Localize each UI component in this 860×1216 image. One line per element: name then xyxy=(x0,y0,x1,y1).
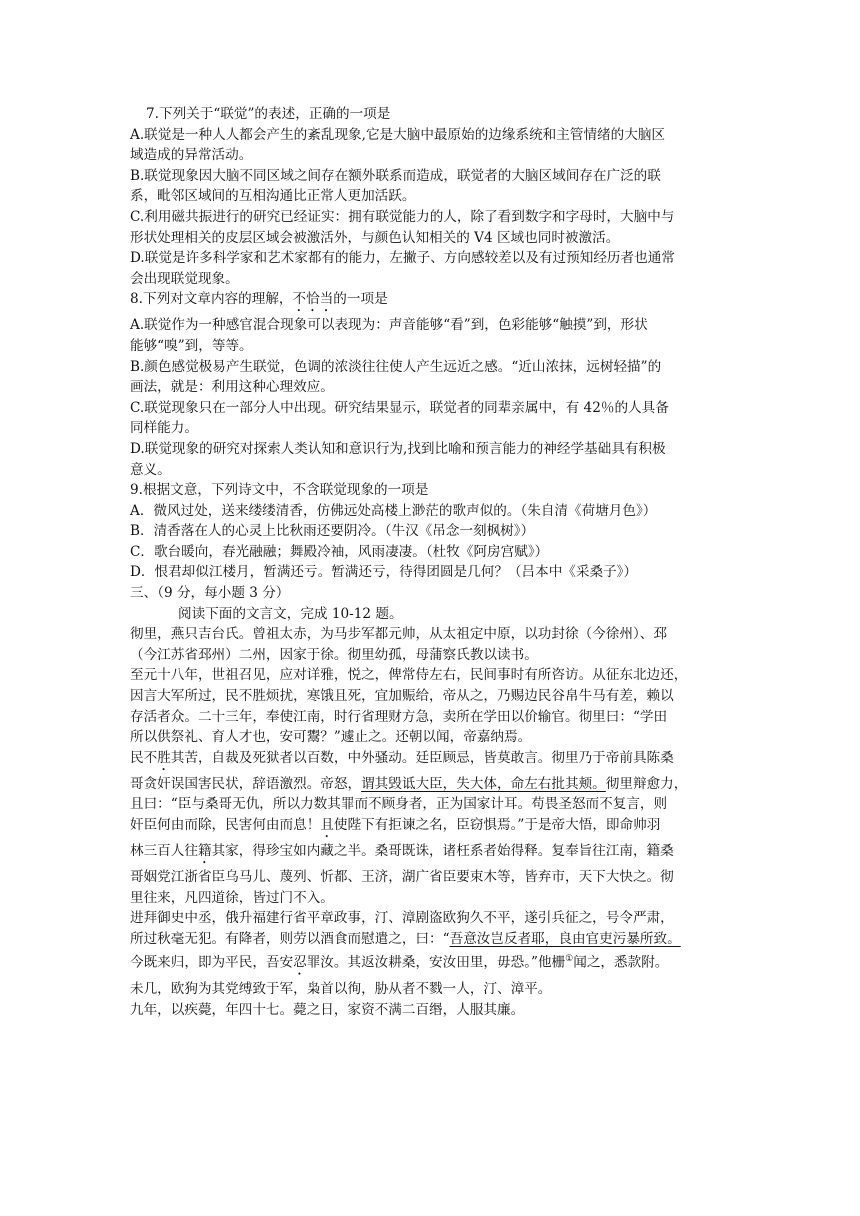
passage-text: 彻里辩愈力， xyxy=(605,775,688,792)
emphasized-word: 且 xyxy=(320,817,334,833)
passage-p3-line1 xyxy=(130,748,730,774)
passage-text: 今既来归，即为平民，吾安 xyxy=(130,954,294,971)
passage-p4-line4: 未几，欧狗为其党缚致于军，枭首以徇，胁从者不戮一人，汀、漳平。 xyxy=(130,980,552,997)
passage-p2-line1: 至元十八年，世祖召见，应对详雅，悦之，俾常侍左右，民间事时有所咨访。从征东北边还， xyxy=(130,667,688,684)
q7-option-c-line1: C.利用磁共振进行的研究已经证实：拥有联觉能力的人，除了看到数字和字母时，大脑中与 xyxy=(130,208,675,225)
passage-p2-line2: 因言大军所过，民不胜烦扰，寒饿且死，宜加赈给，帝从之，乃赐边民谷帛牛马有差，赖以 xyxy=(130,688,674,705)
passage-p3-line5 xyxy=(130,841,730,867)
passage-text: 闻之，悉款附。 xyxy=(573,954,669,971)
passage-p4-line3 xyxy=(130,949,730,979)
q9-option-b: B．清香落在人的心灵上比秋雨还要阴冷。（牛汉《吊念一刻枫树》） xyxy=(130,523,535,540)
passage-p2-line4: 所以供祭礼、育人才也，安可鬻？”遽止之。还朝以闻，帝嘉纳焉。 xyxy=(130,729,532,746)
section3-heading: 三、（9 分，每小题 3 分） xyxy=(130,585,290,602)
underlined-sentence: 谓其毁诋大臣，失大体，命左右批其颊。 xyxy=(361,775,606,792)
q8-option-b-line2: 画法，就是：利用这种心理效应。 xyxy=(130,379,334,396)
passage-p4-line2 xyxy=(130,929,730,950)
q8-option-b-line1: B.颜色感觉极易产生联觉，色调的浓淡往往使人产生远近之感。“近山浓抹，远树轻描”的 xyxy=(130,358,662,375)
passage-text: 其苦，自裁及死狱者以百数，中外骚动。廷臣顾忌，皆莫敢言。彻里乃于帝前具陈桑 xyxy=(170,749,674,766)
q9-stem: 9.根据文意，下列诗文中，不含联觉现象的一项是 xyxy=(130,482,429,499)
passage-text: 所过秋毫无犯。有降者，则劳以酒食而慰遣之，曰：“ xyxy=(130,930,450,947)
emphasized-word: 胜 xyxy=(157,749,171,766)
q7-option-d-line1: D.联觉是许多科学家和艺术家都有的能力，左撇子、方向感较差以及有过预知经历者也通常 xyxy=(130,250,675,267)
q9-option-d: D．恨君却似江楼月，暂满还亏。暂满还亏，待得团圆是几何？（吕本中《采桑子》） xyxy=(130,564,638,581)
q8-option-a-line2: 能够“嗅”到，等等。 xyxy=(130,337,253,354)
q8-stem-pre: 8.下列对文章内容的理解， xyxy=(130,291,293,308)
q7-option-a-line1: A.联觉是一种人人都会产生的紊乱现象,它是大脑中最原始的边缘系统和主管情绪的大脑区 xyxy=(130,126,666,143)
passage-text: 奸臣何由而除，民害何由而息！ xyxy=(130,817,321,833)
exam-page xyxy=(130,104,730,1020)
passage-text: 罪汝。其返汝耕桑，安汝田里，毋恐。”他栅 xyxy=(306,954,566,971)
q8-option-d-line2: 意义。 xyxy=(130,461,171,478)
passage-text: 民不 xyxy=(130,749,158,766)
q7-option-c-line2: 形状处理相关的皮层区域会被激活外，与颜色认知相关的 V4 区域也同时被激活。 xyxy=(130,229,620,246)
q7-option-b-line1: B.联觉现象因大脑不同区域之间存在额外联系而造成，联觉者的大脑区域间存在广泛的联 xyxy=(130,167,661,184)
passage-p3-line6: 哥姻党江浙省臣乌马儿、蔑列、忻都、王济，湖广省臣要束木等，皆弃市，天下大快之。彻 xyxy=(130,869,674,885)
passage-text: 哥贪奸误国害民状，辞语激烈。帝怒， xyxy=(130,775,362,792)
q8-option-d-line1: D.联觉现象的研究对探索人类认知和意识行为,找到比喻和预言能力的神经学基础具有积极 xyxy=(130,440,666,457)
q8-option-a-line1: A.联觉作为一种感官混合现象可以表现为：声音能够“看”到，色彩能够“触摸”到，形状 xyxy=(130,317,648,334)
footnote-marker: ① xyxy=(565,954,574,965)
passage-p2-line3: 存活者众。二十三年，奉使江南，时行省理财方急，卖所在学田以价输官。彻里曰：“学田 xyxy=(130,708,668,725)
passage-text: 其家，得珍宝如内藏之半。桑哥既诛，诸枉系者始得释。复奉旨往江南，籍桑 xyxy=(211,843,674,859)
passage-p5: 九年，以疾薨，年四十七。薨之日，家资不满二百缗，人服其廉。 xyxy=(130,1001,525,1018)
passage-p3-line2 xyxy=(130,774,730,795)
emphasized-word: 忍 xyxy=(293,954,307,971)
passage-text: 林三百人往 xyxy=(130,843,198,859)
q8-option-c-line1: C.联觉现象只在一部分人中出现。研究结果显示，联觉者的同辈亲属中，有 42％的人具备 xyxy=(130,399,669,416)
q9-option-c: C．歌台暖向，春光融融；舞殿冷袖，风雨凄凄。（杜牧《阿房宫赋》） xyxy=(130,543,549,560)
underlined-sentence: 吾意汝岂反者耶，良由官吏污暴所致。 xyxy=(449,930,681,947)
passage-p3-line4 xyxy=(130,815,730,841)
q8-stem-emphasis: 不恰当 xyxy=(292,291,334,308)
q8-stem-post: 的一项是 xyxy=(333,291,388,308)
passage-p4-line1: 进拜御史中丞，俄升福建行省平章政事，汀、漳剧盗欧狗久不平，遂引兵征之，号令严肃， xyxy=(130,910,674,927)
passage-p3-line3: 且曰：“臣与桑哥无仇，所以力数其罪而不顾身者，正为国家计耳。苟畏圣怒而不复言，则 xyxy=(130,796,668,813)
q9-option-a: A．微风过处，送来缕缕清香，仿佛远处高楼上渺茫的歌声似的。（朱自清《荷塘月色》） xyxy=(130,502,657,519)
q8-stem xyxy=(130,289,730,315)
q7-stem: 7.下列关于“联觉”的表述，正确的一项是 xyxy=(146,106,391,122)
passage-p1-line1: 彻里，燕只吉台氏。曾祖太赤，为马步军都元帅，从太祖定中原，以功封徐（今徐州）、邳 xyxy=(130,626,667,643)
emphasized-word: 籍 xyxy=(197,843,212,859)
q8-option-c-line2: 同样能力。 xyxy=(130,420,198,437)
q7-option-d-line2: 会出现联觉现象。 xyxy=(130,270,239,287)
passage-text: 使陛下有拒谏之名，臣窃惧焉。”于是帝大悟，即命帅羽 xyxy=(333,817,661,833)
passage-p1-line2: （今江苏省邳州）二州，因家于徐。彻里幼孤，母蒲察氏教以读书。 xyxy=(130,646,538,663)
section3-instruction: 阅读下面的文言文，完成 10-12 题。 xyxy=(178,605,403,622)
passage-p3-line7: 里往来，凡四道徐，皆过门不入。 xyxy=(130,889,334,906)
q7-option-a-line2: 域造成的异常活动。 xyxy=(130,147,253,164)
q7-option-b-line2: 系，毗邻区域间的互相沟通比正常人更加活跃。 xyxy=(130,188,416,205)
